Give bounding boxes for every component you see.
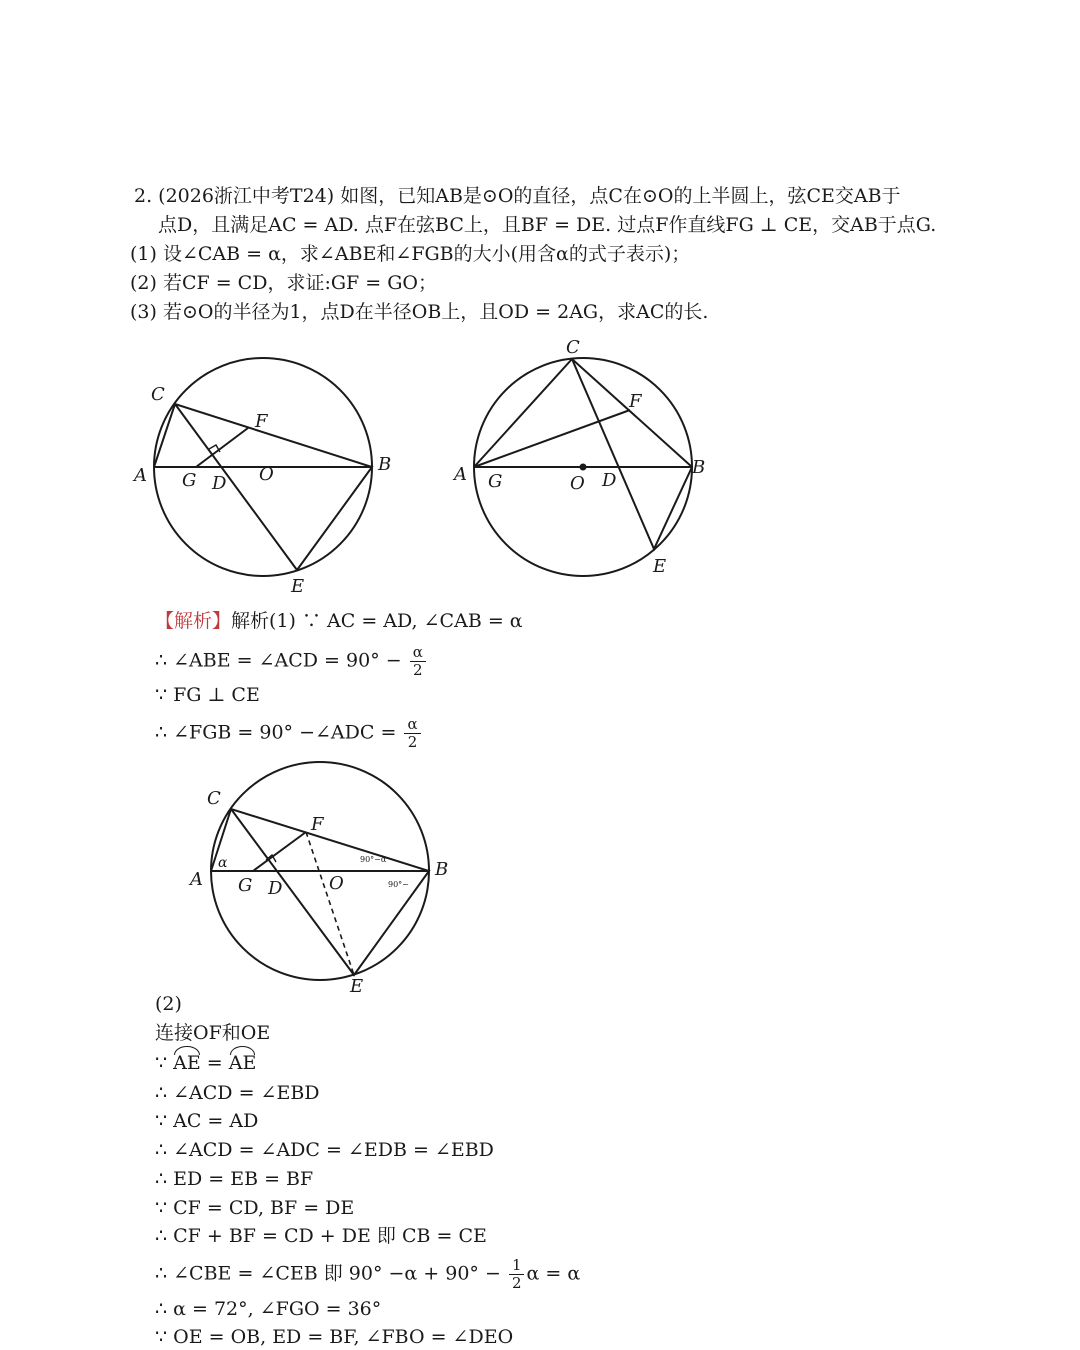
part2-step-3: ∴ ∠ACD = ∠EBD — [155, 1082, 320, 1104]
question-1: (1) 设∠CAB = α，求∠ABE和∠FGB的大小(用含α的式子表示)； — [130, 243, 691, 265]
part2-step-2 — [155, 1050, 256, 1076]
fig3-label-O: O — [329, 873, 344, 894]
solution-tag: 【解析】 — [155, 610, 232, 632]
question-3: (3) 若⊙O的半径为1，点D在半径OB上，且OD = 2AG，求AC的长. — [130, 301, 709, 323]
solution-label: 解析 — [231, 610, 270, 632]
fig3-angle-label-1: 90°−α — [360, 855, 387, 864]
solution-line-1 — [155, 608, 523, 634]
arc-ae-2: AE — [228, 1052, 257, 1074]
part2-step-9 — [155, 1257, 580, 1292]
equals-sign: = — [200, 1052, 229, 1074]
fig1-label-O: O — [259, 464, 274, 485]
arc-ae-1: AE — [173, 1052, 201, 1074]
fig3-label-G: G — [238, 875, 253, 896]
fig2-label-D: D — [602, 470, 617, 491]
part2-step-5: ∴ ∠ACD = ∠ADC = ∠EDB = ∠EBD — [155, 1139, 494, 1161]
part2-step-6: ∴ ED = EB = BF — [155, 1168, 314, 1190]
solution-step-4: ∴ ∠FGB = 90° −∠ADC = — [155, 721, 397, 744]
fig3-label-D: D — [268, 878, 283, 899]
fraction-half: $\frac{1}{2}$ — [509, 1257, 525, 1292]
part2-step-4: ∵ AC = AD — [155, 1110, 259, 1132]
fig1-label-E: E — [291, 576, 305, 597]
part2-step-8: ∴ CF + BF = CD + DE 即 CB = CE — [155, 1225, 487, 1247]
fig1-label-G: G — [182, 470, 197, 491]
figure-2 — [450, 335, 710, 585]
part2-step-10: ∴ α = 72°, ∠FGO = 36° — [155, 1298, 382, 1320]
fig3-label-A: A — [190, 869, 203, 890]
fig2-label-F: F — [629, 391, 642, 412]
because-symbol: ∵ — [155, 1052, 174, 1074]
fraction-alpha-half: $\frac{\alpha}{2}$ — [410, 644, 426, 679]
problem-line-2: 点D，且满足AC = AD. 点F在弦BC上，且BF = DE. 过点F作直线FG ⊥ CE，交AB于点G. — [158, 214, 937, 236]
fig2-label-G: G — [488, 471, 503, 492]
solution-line-4 — [155, 716, 423, 751]
solution-line-3: ∵ FG ⊥ CE — [155, 684, 260, 706]
part2-step-1: 连接OF和OE — [155, 1022, 271, 1044]
solution-step-1: (1) ∵ AC = AD, ∠CAB = α — [269, 610, 523, 632]
fig3-label-E: E — [350, 976, 364, 997]
fig1-label-F: F — [255, 411, 268, 432]
part2-step-9-text: ∴ ∠CBE = ∠CEB 即 90° −α + 90° − — [155, 1262, 501, 1285]
fig1-label-B: B — [378, 454, 392, 475]
fig1-label-C: C — [151, 384, 165, 405]
fig3-label-alpha: α — [218, 855, 228, 871]
fig3-angle-label-2: 90°− — [388, 880, 409, 889]
fig2-label-E: E — [653, 556, 667, 577]
part2-label: (2) — [155, 993, 182, 1015]
problem-line-1: 2. (2026浙江中考T24) 如图，已知AB是⊙O的直径，点C在⊙O的上半圆上，弦CE交AB于 — [134, 185, 901, 207]
figure-1 — [130, 350, 390, 600]
solution-step-2: ∴ ∠ABE = ∠ACD = 90° − — [155, 649, 402, 672]
fig2-label-B: B — [692, 457, 706, 478]
part2-step-7: ∵ CF = CD, BF = DE — [155, 1197, 355, 1219]
question-2: (2) 若CF = CD，求证:GF = GO； — [130, 272, 437, 294]
fig2-label-A: A — [454, 464, 467, 485]
fig1-label-A: A — [134, 465, 147, 486]
solution-line-2 — [155, 644, 428, 679]
fig2-label-O: O — [570, 473, 585, 494]
fig2-label-C: C — [566, 337, 580, 358]
fig3-label-F: F — [311, 814, 324, 835]
fig3-label-B: B — [435, 859, 449, 880]
part2-step-9-tail: α = α — [526, 1262, 581, 1285]
fig3-label-C: C — [207, 788, 221, 809]
part2-step-11: ∵ OE = OB, ED = BF, ∠FBO = ∠DEO — [155, 1326, 514, 1348]
fig1-label-D: D — [212, 473, 227, 494]
fraction-alpha-half-2: $\frac{\alpha}{2}$ — [404, 716, 420, 751]
figure-3 — [185, 755, 455, 1000]
